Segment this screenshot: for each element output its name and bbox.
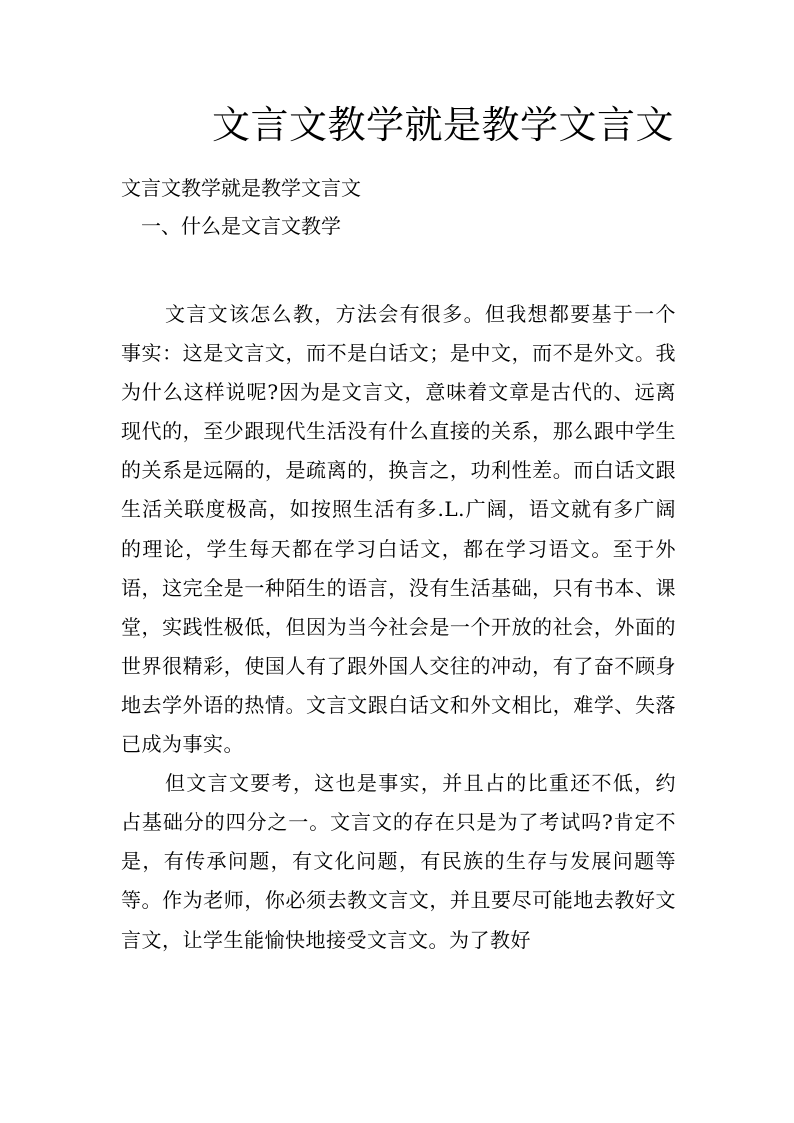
document-body xyxy=(121,295,676,960)
document-title: 文言文教学就是教学文言文 xyxy=(212,103,675,147)
section-heading: 一、什么是文言文教学 xyxy=(141,214,341,238)
body-paragraph: 但文言文要考，这也是事实，并且占的比重还不低，约占基础分的四分之一。文言文的存在只是为了考试吗?肯定不是，有传承问题，有文化问题，有民族的生存与发展问题等等。作为老师，你必须去教文言文，并且要尽可能地去教好文言文，让学生能愉快地接受文言文。为了教好 xyxy=(121,771,676,952)
document-subtitle: 文言文教学就是教学文言文 xyxy=(121,176,361,200)
body-paragraph: 文言文该怎么教，方法会有很多。但我想都要基于一个事实：这是文言文，而不是白话文；是中文，而不是外文。我为什么这样说呢?因为是文言文，意味着文章是古代的、远离现代的，至少跟现代生活没有什么直接的关系，那么跟中学生的关系是远隔的，是疏离的，换言之，功利性差。而白话文跟生活关联度极高，如按照生活有多.L.广阔，语文就有多广阔的理论，学生每天都在学习白话文，都在学习语文。至于外语，这完全是一种陌生的语言，没有生活基础，只有书本、课堂，实践性极低，但因为当今社会是一个开放的社会，外面的世界很精彩，使国人有了跟外国人交往的冲动，有了奋不顾身地去学外语的热情。文言文跟白话文和外文相比，难学、失落已成为事实。 xyxy=(121,302,676,757)
